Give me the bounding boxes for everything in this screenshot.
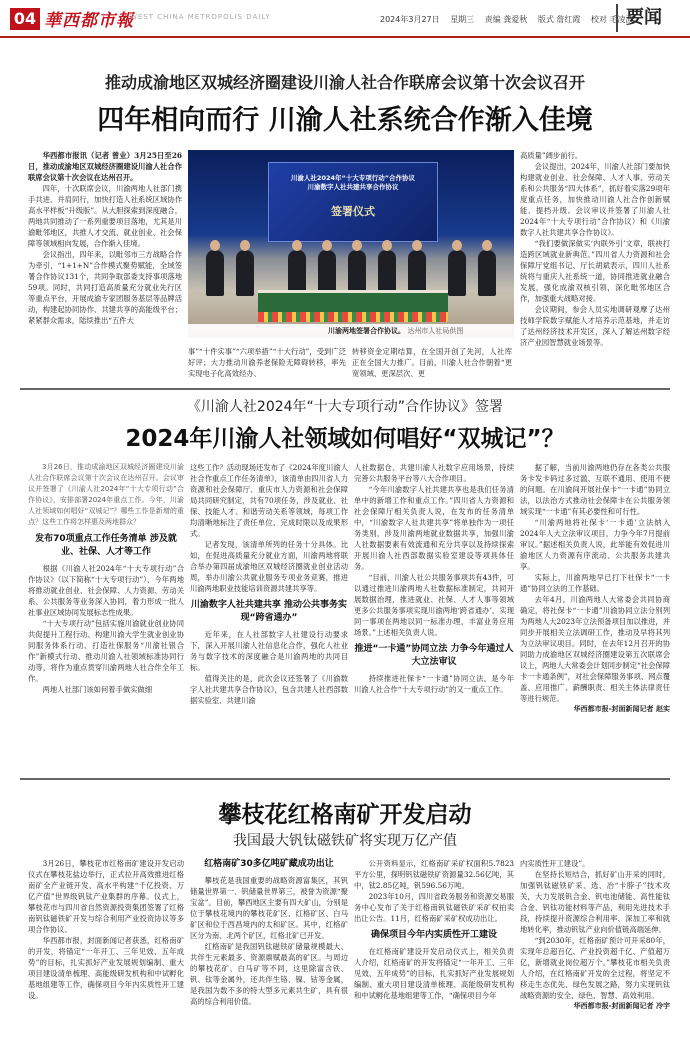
article3-headline: 攀枝花红格南矿开发启动 xyxy=(218,802,472,828)
article2-para: 去年4月，川渝两地人大常委会共同协商确定，将社保卡“一卡通”川渝协同立法分别列为两地人大2023年立法预备项目加以推进，并同步开展相关立法调研工作，推动及早将其列为立法审议项目。同时，在去年12月召开的协同助力成渝地区双城经济圈建设第五次联席会议上，两地人大常委会计划同步制定“社会保障卡一卡通条例”，对社会保障服务事项、网点覆盖、应用推广、薪酬职责、相关主体法律责任等进行规范。 xyxy=(520,595,670,703)
article1-para: 事”“十件实事”“六项举措”“十大行动”，受到广泛好评；大力推动川渝养老保险无障碍转移，率先实现电子化高效经办、 xyxy=(188,347,346,378)
screen-line-2: 川渝数字人社共建共享合作协议 xyxy=(307,183,399,191)
article3-para: 3月26日，攀枝花市红格南矿建设开发启动仪式在攀枝花盐边举行，正式拉开高效推进红格南矿全产业链开发、高水平构建“千亿投资、万亿产值”世界级钒钛产业集群的序幕。仪式上，攀枝花市与四川省自然资源投资集团签署了红格南钒钛磁铁矿开发与综合利用产业投资协议等多项合作协议。 xyxy=(28,859,184,934)
article2-para: 据了解，当前川渝两地仍存在各类公共服务卡发卡码过多过滥、互联不通用、使用不便的问题。在川渝间开展社保卡“一卡通”协同立法，以法治方式推动社会保障卡在公共服务领域实现“一卡通”有其必要性和可行性。 xyxy=(520,463,670,516)
person-figure xyxy=(448,250,466,296)
article2-col3 xyxy=(354,462,514,772)
article1-para: “我们要做深做实‘内联外引’文章，联袂打造跨区域就业新典范。”四川省人力资源和社会保障厅党组书记、厅长胡斌表示，四川人社系统将与重庆人社系统一道，协同推进就业融合发展，强化成渝双核引领，深化毗邻地区合作，加强重大战略对接。 xyxy=(520,239,670,303)
photo-caption-text: 川渝两地签署合作协议。 xyxy=(328,326,405,335)
divider xyxy=(20,388,670,390)
article3-para: 攀枝花是我国重要的战略资源富集区，其钒储量世界第一、钒储量世界第三，被誉为资源“聚宝盆”。目前，攀西地区主要有四大矿山，分别是位于攀枝花境内的攀枝花矿区、红格矿区、白马矿区和位于西昌境内的太和矿区。其中，红格矿区分为南、北两个矿区，红格北矿已开发。 xyxy=(190,876,348,940)
page-number: 04 xyxy=(10,8,40,30)
article3-col1 xyxy=(28,858,184,1040)
article2-subhead-2: 川渝数字人社共建共享 推动公共事务实现“跨省通办” xyxy=(190,600,348,623)
article3-para: 在红格南矿建设开发启动仪式上，相关负责人介绍，红格南矿的开发将锚定“一年开工、三年见效、五年成势”的目标，扎实抓好产业发展规划编制、重大项目建设清单梳理、高能级研发机构和中试孵化基地组建等工作，“确保项目今年 xyxy=(354,947,514,1000)
article2-para: 人社数据仓、共建川渝人社数字应用场景，持续完善公共服务平台等八大合作项目。 xyxy=(354,463,514,483)
article2-para: 根据《川渝人社2024年“十大专项行动”合作协议》（以下简称“十大专项行动”），今年两地将推动就业创业、社会保障、人力资源、劳动关系、公共服务等业务深入协同，着力形成一批人社事业区域协同发展标志性成果。 xyxy=(28,564,184,617)
article2-col2 xyxy=(190,462,348,772)
article3-para: 红格南矿是我国钒钛磁铁矿储量规模最大、共伴生元素最多、资源禀赋最高的矿区。与周边的攀枝花矿、白马矿等不同，这里除富含铁、钒、钛等金属外，还共伴生铬、镍、钴等金属，是我国为数不多的特大型多元素共生矿，具有很高的综合利用价值。 xyxy=(190,942,348,1006)
signing-photo xyxy=(188,150,514,338)
article3-para: 华西都市报，封面新闻记者获悉，红格南矿的开发，将锚定“一年开工、三年见效、五年成势”的目标，扎实抓好产业发展规划编制、重大项目建设清单梳理、高能级研发机构和中试孵化基地组建等工作，确保项目今年内实质性开工建设。 xyxy=(28,936,184,1000)
person-figure xyxy=(206,250,224,296)
divider xyxy=(20,778,670,780)
article1-para: 会议期间，参会人员实地调研观摩了达州技师学院数字赋能人才培养示范基地，并走访了达州经济技术开发区，深入了解达州数字经济产业园智慧就业场景等。 xyxy=(520,305,670,347)
article2-para: 这些工作？活动现场还发布了《2024年度川渝人社合作重点工作任务清单》，该清单由四川省人力资源和社会保障厅、重庆市人力资源和社会保障局共同研究制定，共有70项任务，涉及就业、社保、技能人才、和谐劳动关系等领域，每项工作均清晰地标注了责任单位、完成时限以及成果形式。 xyxy=(190,463,348,538)
masthead xyxy=(0,0,690,38)
article2-subhead-1: 发布70项重点工作任务清单 涉及就业、社保、人才等工作 xyxy=(35,534,177,557)
article3-subhead-1: 红格南矿30多亿吨矿藏成功出让 xyxy=(204,859,334,869)
signing-table xyxy=(258,290,448,314)
person-figure xyxy=(236,250,254,296)
article1-kicker: 推动成渝地区双城经济圈建设川渝人社合作联席会议第十次会议召开 xyxy=(104,73,585,92)
article1-para: 转移资金定期结算，在全国开创了先河，人社库正在全国大力推广。目前，川渝人社合作朝着“更宽领域、更深层次、更 xyxy=(352,347,512,378)
issue-proof: 校对 毛凌波 xyxy=(590,15,634,24)
article2-para: “今年川渝数字人社共建共享也是我们任务清单中的新增工作和重点工作。”四川省人力资源和社会保障厅相关负责人说，在发布的任务清单中，“川渝数字人社共建共享”将单独作为一项任务类别，涉及川渝两地就业数据共享，加强川渝人社数据要素有效流通和充分共享以及持续探索开展川渝人社西部数据实验室建设等项具体任务。 xyxy=(354,485,514,571)
article3-subhead-2: 确保项目今年内实质性开工建设 xyxy=(370,930,497,940)
person-figure xyxy=(478,250,496,296)
ceremony-screen xyxy=(268,162,438,242)
article3-credit: 华西都市报-封面新闻记者 冷宇 xyxy=(573,1002,670,1010)
article2-para: “川渝两地将社保卡‘一卡通’立法纳入2024年人大立法审议项目，力争今年7月提前审议。”据述相关负责人说，此举能有效促进川渝地区人力资源有序流动、公共服务共建共享。 xyxy=(520,518,670,571)
article2-para: 值得关注的是，此次会议还签署了《川渝数字人社共建共享合作协议》，包含共建人社西部数据实验室、共建川渝 xyxy=(190,674,348,705)
article2-para: 持续推进社保卡“一卡通”协同立法，是今年川渝人社合作“十大专项行动”的又一重点工作。 xyxy=(354,674,514,694)
article2-kicker: 《川渝人社2024年“十大专项行动”合作协议》签署 xyxy=(186,399,504,415)
article1-lead: 华西都市报讯（记者 曾业）3月25日至26日，推动成渝地区双城经济圈建设川渝人社合作联席会议第十次会议在达州召开。 xyxy=(28,151,182,182)
issue-editor: 责编 龚爱秋 xyxy=(484,15,528,24)
issue-layout: 版式 詹红霞 xyxy=(537,15,581,24)
photo-credit: 达州市人社局供图 xyxy=(407,327,464,335)
article3-para: 在坚持长短结合，抓好矿山开采的同时，加强钒钛磁铁矿采、选、冶“卡脖子”技术攻关，大力发展钒合金、钒电池储能、高性能钛合金、钒钛功能材料等产品，利用先进技术手段，持续提升资源综合利用率、深加工率和就地转化率，推动钒钛产业向价值链高端延伸。 xyxy=(520,870,670,934)
issue-info xyxy=(380,14,641,25)
article2-para: “十大专项行动”包括实施川渝就业创业协同共促提升工程行动、构建川渝大学生就业创业协同服务体系行动、打造社保服务“川渝社银合作”新模式行动、推动川渝人社领域标准协同行动等，将作为重点贯穿川渝两地人社合作全年工作。 xyxy=(28,619,184,683)
article1-para: 会议指出，四年来，以毗邻市三方战略合作为牵引，“1+1+N”合作模式聚势赋能，全域签署合作协议131个，共同争取部委支持事项落地59项。同时，共同打造高质量充分就业先行区等重点平台，开展成渝专家团服务基层等品牌活动，构建起协同协作、共建共享的高能级平台；紧紧群众需求，陆续推出“五件大 xyxy=(28,250,182,325)
photo-caption xyxy=(188,324,514,338)
screen-line-3: 签署仪式 xyxy=(331,205,375,218)
article2-para: 记者发现，该清单所列的任务十分具体。比如，在促进高质量充分就业方面，川渝两地将联合举办第四届成渝地区双城经济圈就业创业活动周，举办川渝公共就业服务专项业务竞赛，推进川渝两地职业技能培训资源共建共享等。 xyxy=(190,540,348,593)
article2-para: 实际上，川渝两地早已打下社保卡“一卡通”协同立法的工作基础。 xyxy=(520,573,670,593)
article2-col1 xyxy=(28,462,184,772)
article2-headline: 2024年川渝人社领域如何唱好“双城记”？ xyxy=(125,426,565,452)
newspaper-logo: 華西都市報 xyxy=(44,11,134,31)
article1-headline: 四年相向而行 川渝人社系统合作渐入佳境 xyxy=(97,105,593,136)
issue-date: 2024年3月27日 xyxy=(380,15,440,24)
article3-para: 2023年10月，四川省政务服务和资源交易服务中心发布了关于红格南钒钛磁铁矿采矿权拍卖出让公告。11月，红格南矿采矿权成功出让。 xyxy=(354,892,514,923)
article3-para: 内实质性开工建设”。 xyxy=(520,859,590,868)
article1-para: 高质量”阔步前行。 xyxy=(520,151,583,160)
article3-col4 xyxy=(520,858,670,1040)
article2-para: 两地人社部门该如何着手做实做细 xyxy=(42,685,153,694)
newspaper-logo-english: WEST CHINA METROPOLIS DAILY xyxy=(130,13,271,21)
article2-credit: 华西都市报-封面新闻记者 赵实 xyxy=(573,705,670,713)
article3-col2 xyxy=(190,858,348,1040)
article3-col3 xyxy=(354,858,514,1040)
article1-para: 四年，十次联席会议，川渝两地人社部门携手共进、并肩同行，加快打造人社系统区域协作高水平样板“升级版”。从大胆探索到深度融合，两地共同推动了一系列重要项目落地，尤其是川渝毗邻地区，共推人才交流、就业创业、社会保障等领域相向发展，合作渐入佳境。 xyxy=(28,184,182,248)
article2-col4 xyxy=(520,462,670,772)
article2-intro: 3月26日，推动成渝地区双城经济圈建设川渝人社合作联席会议第十次会议在达州召开。会议审议并签署了《川渝人社2024年“十大专项行动”合作协议》，安排部署2024年重点工作。今年，川渝人社领域如何唱好“双城记”？哪些工作是新增的重点？这些工作将怎样惠及两地群众？ xyxy=(28,463,184,526)
article3-para: “到2030年，红格南矿预计可开采80年，实现年总超百亿、产业投资超千亿、产值超万亿，新增就业岗位超万个。”攀枝花市相关负责人介绍，在红格南矿开发的全过程，将坚定不移走生态优先、绿色发展之路，努力实现钒钛战略资源的安全、绿色、智慧、高效利用。 xyxy=(520,936,670,1000)
issue-weekday: 星期三 xyxy=(450,15,475,24)
article2-para: 近年来，在人社部数字人社建设行动要求下，深入开展川渝人社信息化合作，强化人社业务与数字技术的深度融合是川渝两地的共同目标。 xyxy=(190,630,348,672)
flower-decoration xyxy=(258,312,448,322)
article2-subhead-3: 推进“一卡通”协同立法 力争今年通过人大立法审议 xyxy=(354,644,514,667)
article3-subhead: 我国最大钒钛磁铁矿将实现万亿产值 xyxy=(233,833,457,849)
article2-para: “目前，川渝人社公共服务事项共有43件，可以通过推进川渝两地人社数据标准制定，共同开展数据治理，推进就业、社保、人才人事等领域更多公共服务事项实现川渝两地‘跨省通办’，实现同一事项在两地以同一标准办理，丰富业务应用场景。”上述相关负责人说。 xyxy=(354,573,514,637)
section-label: 要闻 xyxy=(616,4,662,32)
screen-line-1: 川渝人社2024年“十大专项行动”合作协议 xyxy=(290,174,416,182)
article3-para: 公开资料显示，红格南矿采矿权面积5.7823平方公里，探明钒钛磁铁矿资源量32.56亿吨，其中，钛2.85亿吨，钒596.56万吨。 xyxy=(354,859,514,890)
people-group xyxy=(198,246,504,296)
article1-para: 会议提出，2024年，川渝人社部门要加快构建就业创业、社会保障、人才人事、劳动关系和公共服务“四大体系”，抓好着实落29项年度重点任务，加快推动川渝人社合作创新赋能、提档升级。会议审议并签署了川渝人社2024年“十大专项行动”合作协议）和《川渝数字人社共建共享合作协议》。 xyxy=(520,162,670,237)
